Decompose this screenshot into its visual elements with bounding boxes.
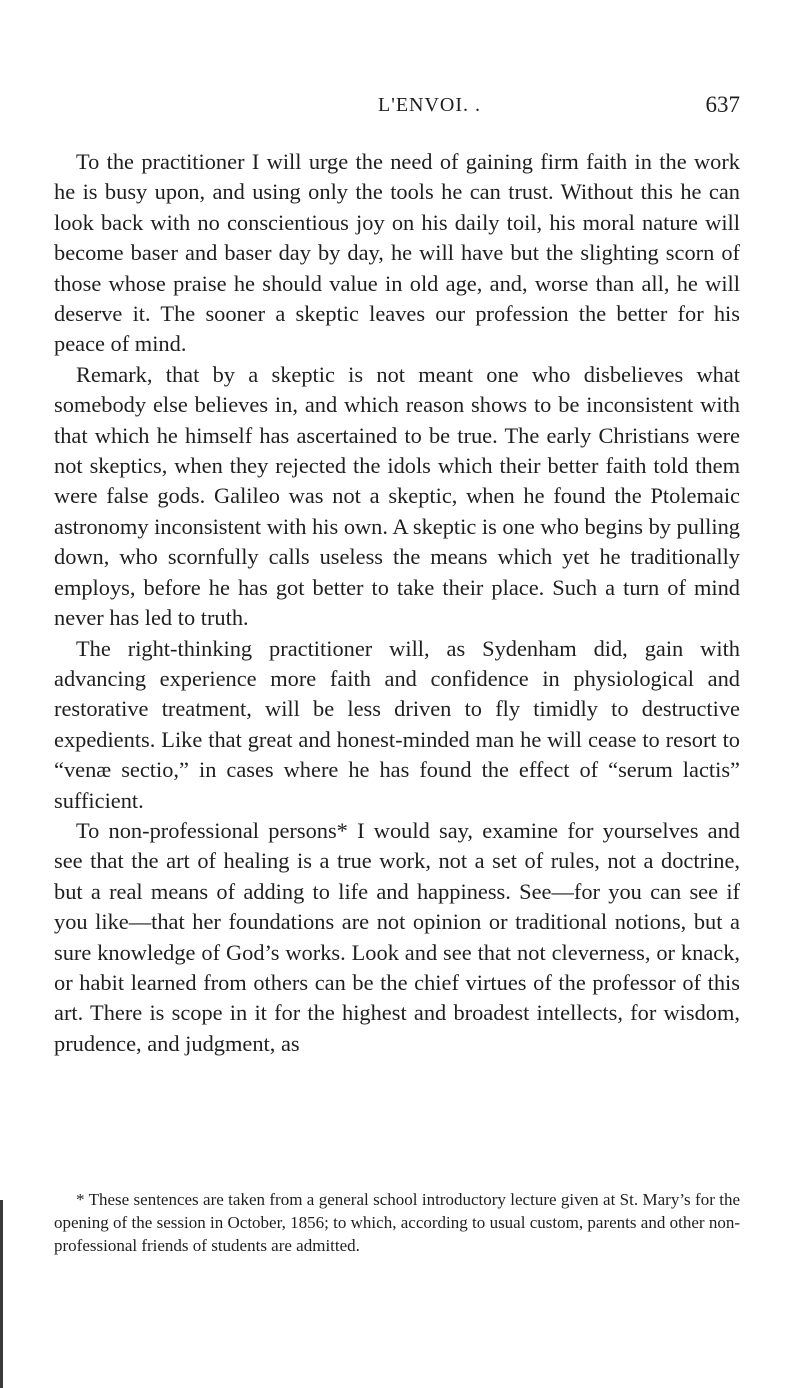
page-number: 637 xyxy=(705,92,740,117)
footnote-1: * These sentences are taken from a general school introductory lecture given at St. Mary’s for the opening of the session in October, 1856; to which, according to usual custom, parents and other non-professional friends of students are admitted. xyxy=(54,1190,740,1255)
running-head xyxy=(54,94,740,124)
paragraph-1: To the practitioner I will urge the need of gaining firm faith in the work he is busy upon, and using only the tools he can trust. Without this he can look back with no conscientious joy on his daily toil, his moral nature will become baser and baser day by day, he will have but the slighting scorn of those whose praise he should value in old age, and, worse than all, he will deserve it. The sooner a skeptic leaves our profession the better for his peace of mind. xyxy=(54,149,740,357)
paragraph-4: To non-professional persons* I would say, examine for yourselves and see that the art of healing is a true work, not a set of rules, not a doctrine, but a real means of adding to life and happiness. See—for you can see if you like—that her foundations are not opinion or traditional notions, but a sure knowledge of God’s works. Look and see that not cleverness, or knack, or habit learned from others can be the chief virtues of the professor of this art. There is scope in it for the highest and broadest intellects, for wisdom, prudence, and judgment, as xyxy=(54,817,740,1056)
paragraph-3: The right-thinking practitioner will, as Sydenham did, gain with advancing experience more faith and confidence in physiological and restorative treatment, will be less driven to fly timidly to destructive expedients. Like that great and honest-minded man he will cease to resort to “venæ sectio,” in cases where he has found the effect of “serum lactis” sufficient. xyxy=(54,635,740,813)
body-text xyxy=(54,147,740,1059)
paragraph-2: Remark, that by a skeptic is not meant one who disbelieves what somebody else believes in, and which reason shows to be inconsistent with that which he himself has ascertained to be true. The early Christians were not skeptics, when they rejected the idols which their better faith told them were false gods. Galileo was not a skeptic, when he found the Ptolemaic astronomy inconsistent with his own. A skeptic is one who begins by pulling down, who scornfully calls useless the means which yet he traditionally employs, before he has got better to take their place. Such a turn of mind never has led to truth. xyxy=(54,361,740,631)
scan-edge-rule xyxy=(0,1200,3,1388)
footnotes xyxy=(54,1188,740,1257)
running-title: L'ENVOI. . xyxy=(378,94,482,116)
